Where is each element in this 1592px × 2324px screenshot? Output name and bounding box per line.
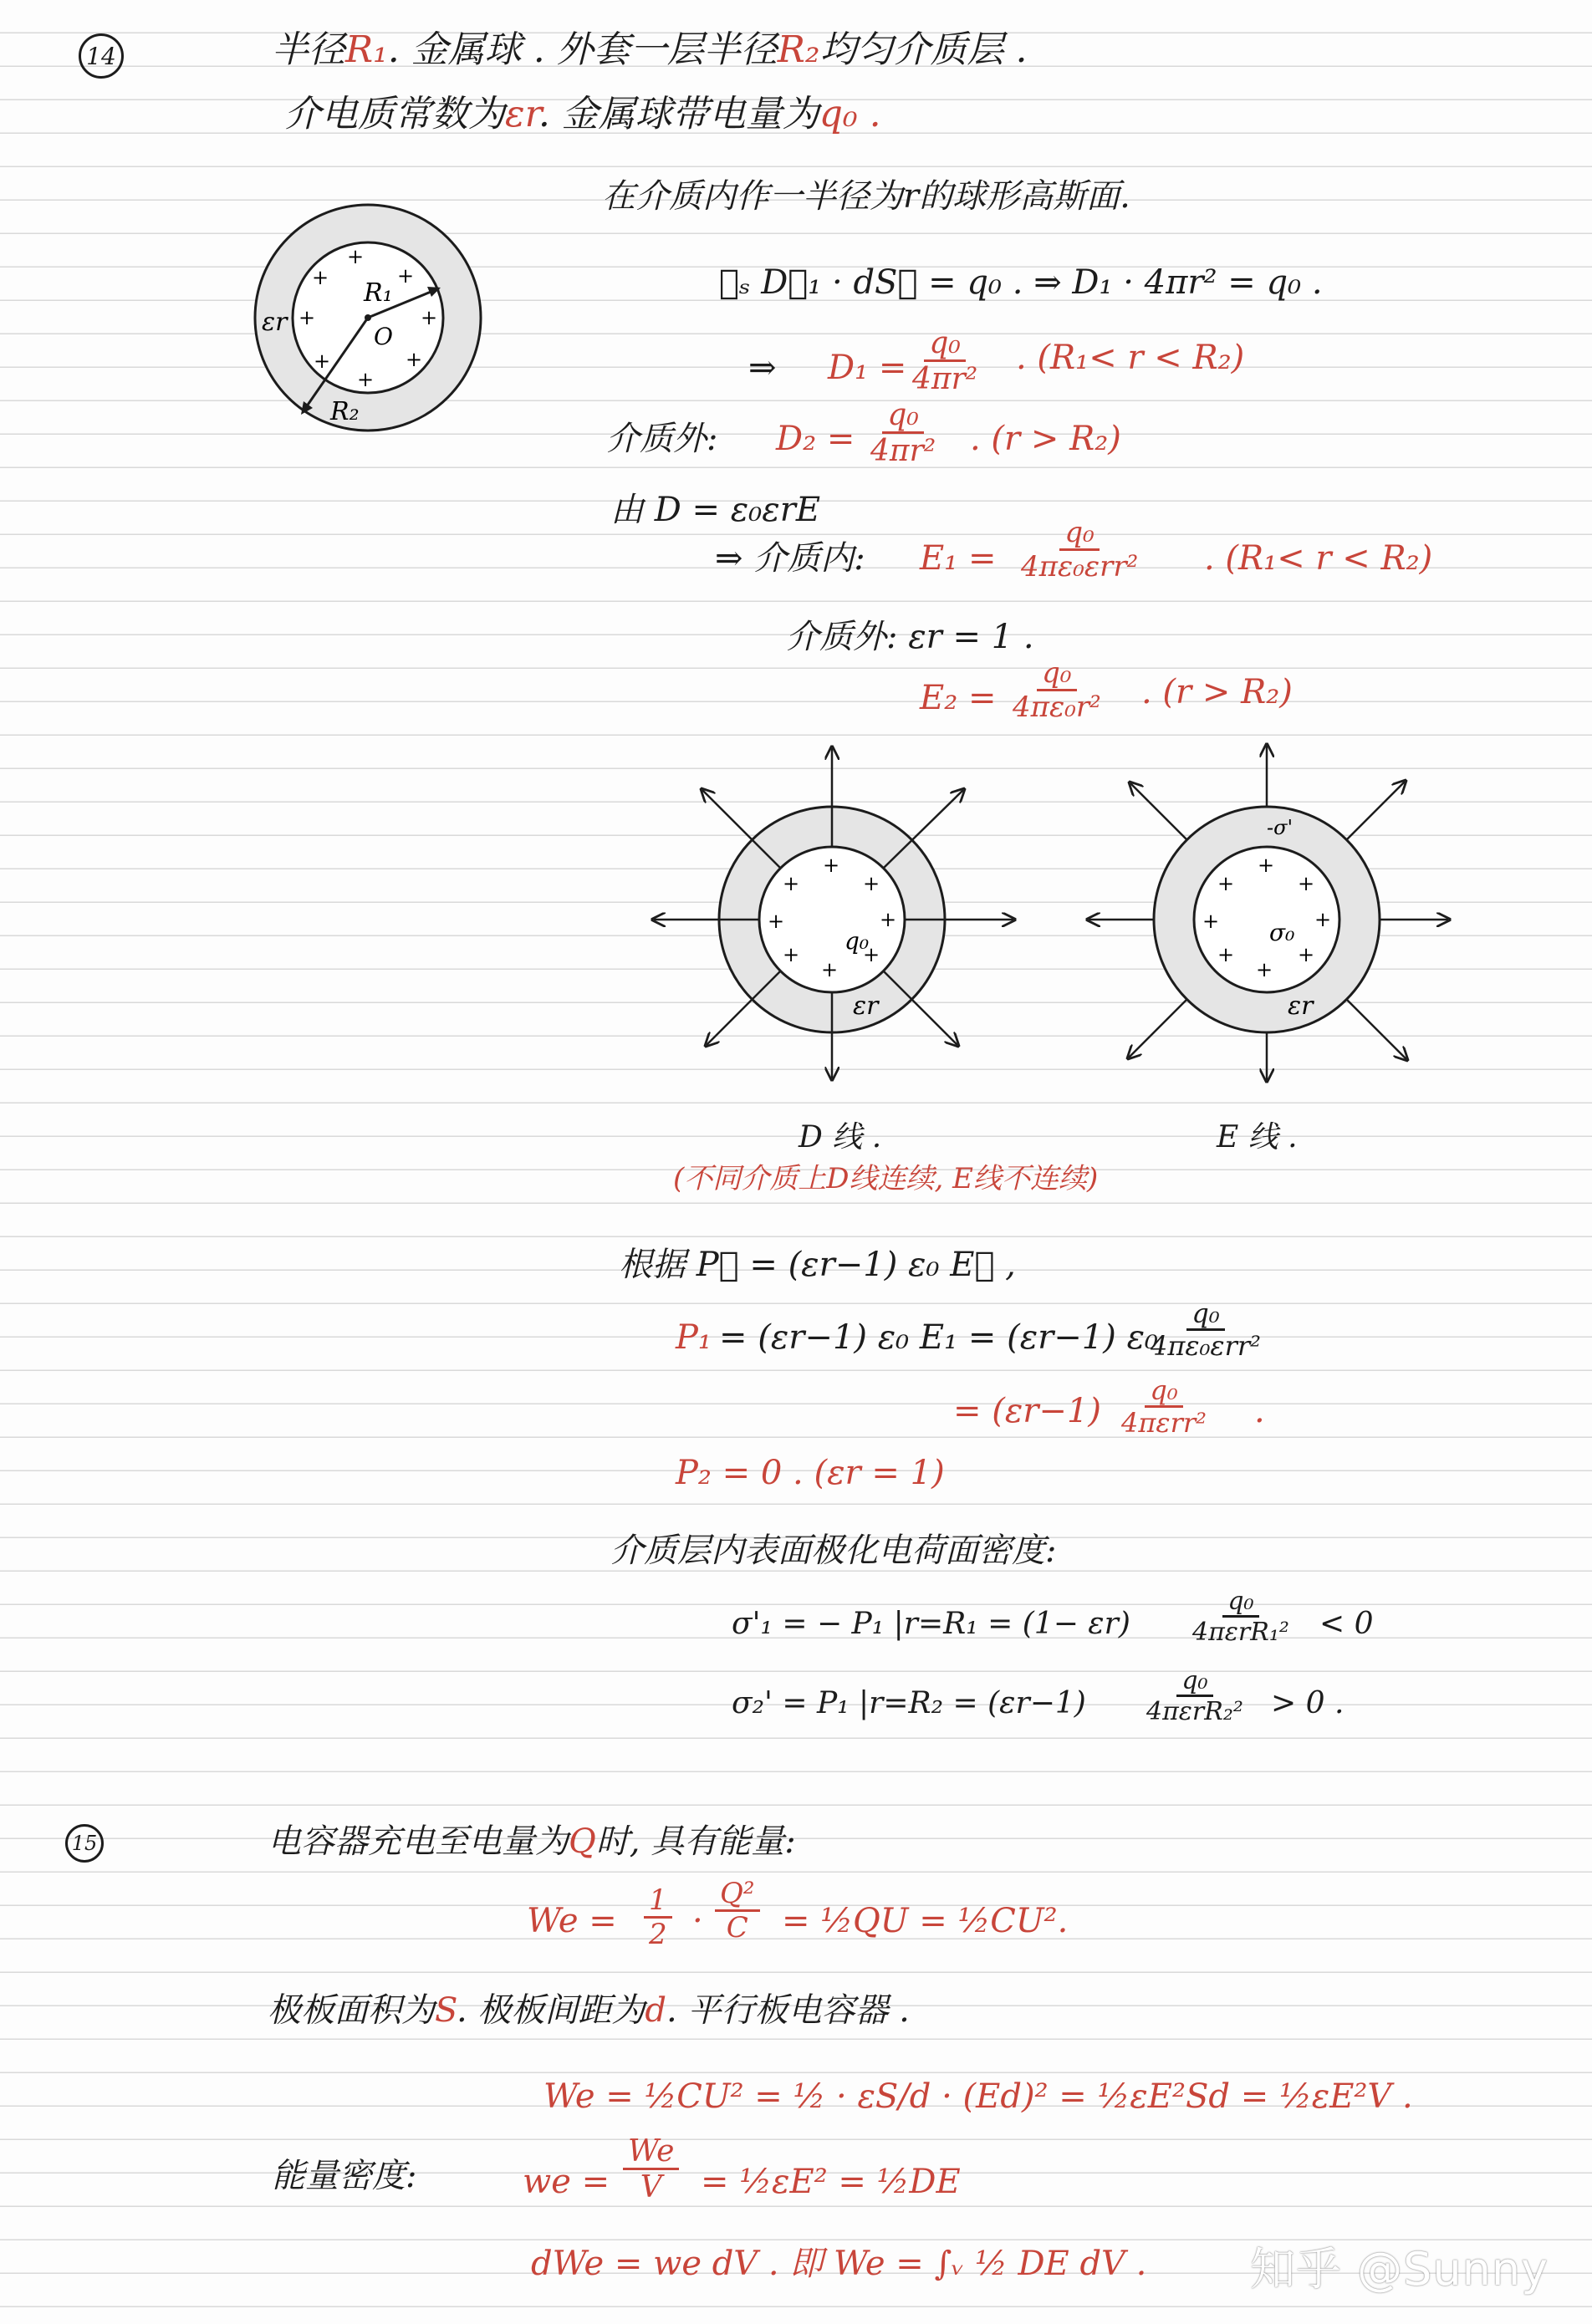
text-segment: . 平行板电容器 . (666, 1991, 910, 2030)
e2-label: 介质外: εr = 1 . (786, 618, 1034, 656)
we-half-denominator: 2 (649, 1917, 667, 1951)
q0-symbol: q₀ . (819, 93, 881, 135)
problem14-header-line2 (284, 93, 881, 135)
e1-condition: . (R₁< r < R₂) (1204, 539, 1433, 578)
d1-lhs: D₁ = (828, 349, 907, 387)
plus-charge: + (1202, 910, 1220, 933)
we-half-numerator: 1 (644, 1886, 672, 1919)
r2-symbol: R₂ (777, 28, 820, 71)
we-q2c-denominator: C (726, 1910, 748, 1944)
dwe-equation: dWe = we dV . 即 We = ∫ᵥ ½ DE dV . (531, 2245, 1147, 2283)
p1b-denominator: 4πεrr² (1121, 1406, 1207, 1439)
lines-note: (不同介质上D线连续, E线不连续) (673, 1162, 1099, 1195)
text-segment: . 金属球带电量为 (538, 93, 819, 135)
p1b-equation: = (εr−1) (953, 1392, 1101, 1430)
plus-charge: + (1258, 854, 1275, 877)
d-symbol: d (645, 1991, 667, 2030)
e1-label: ⇒ 介质内: (715, 539, 865, 578)
plus-charge: + (1217, 872, 1235, 895)
plus-charge: + (1298, 943, 1315, 966)
sigma1-fraction (1187, 1588, 1294, 1645)
sphere-label-r1: R₁ (364, 278, 393, 308)
p1b-fraction (1116, 1374, 1212, 1439)
text-segment: 时, 具有能量: (595, 1822, 796, 1861)
p1-numerator: q₀ (1186, 1300, 1224, 1331)
d1-fraction (907, 328, 982, 395)
sphere-diagram (247, 201, 498, 443)
e1-denominator: 4πε₀εrr² (1021, 549, 1139, 584)
de-relation: 由 D = ε₀εrE (610, 491, 821, 529)
p1b-period: . (1254, 1392, 1265, 1430)
d2-fraction (865, 400, 941, 467)
e-field-line (1129, 999, 1187, 1058)
problem14-header-line1 (272, 28, 1028, 71)
sphere-label-center: O (374, 323, 393, 350)
polarization-intro: 根据 P⃗ = (εr−1) ε₀ E⃗ , (619, 1246, 1016, 1284)
sigma2-comparison: > 0 . (1271, 1686, 1345, 1720)
text-segment: 极板面积为 (268, 1991, 435, 2030)
plus-charge: + (823, 854, 840, 877)
density-denominator: V (640, 2169, 662, 2204)
plus-charge: + (1256, 958, 1273, 981)
density-rest: = ½εE² = ½DE (701, 2163, 961, 2201)
text-segment: 半径 (272, 28, 345, 71)
plus-charge: + (863, 943, 880, 966)
density-numerator: We (623, 2136, 679, 2170)
we-plate-equation: We = ½CU² = ½ · εS/d · (Ed)² = ½εE²Sd = ½εE²V . (543, 2077, 1413, 2116)
p1-equation: = (εr−1) ε₀ E₁ = (εr−1) ε₀ (719, 1318, 1159, 1357)
d-lines-diagram (644, 736, 1020, 1087)
d-er-label: εr (853, 991, 879, 1021)
e-lines-caption: E 线 . (1217, 1120, 1298, 1154)
e2-condition: . (r > R₂) (1141, 673, 1293, 711)
plus-charge: + (397, 264, 415, 288)
sigma2-denominator: 4πεrR₂² (1146, 1696, 1243, 1726)
q-symbol: Q (569, 1822, 596, 1861)
we-fraction-q2c (715, 1879, 760, 1943)
d-charge-label: q₀ (844, 927, 870, 955)
gauss-intro: 在介质内作一半径为r的球形高斯面. (602, 177, 1130, 216)
d1-denominator: 4πr² (912, 361, 978, 396)
watermark: 知乎 @Sunny (1250, 2243, 1549, 2296)
density-fraction (623, 2136, 679, 2204)
sigma1-comparison: < 0 (1319, 1607, 1374, 1641)
sigma-intro: 介质层内表面极化电荷面密度: (610, 1531, 1057, 1570)
plus-charge: + (821, 958, 839, 981)
text-segment: . 极板间距为 (456, 1991, 645, 2030)
plate-description (268, 1991, 910, 2030)
density-lhs: we = (523, 2163, 610, 2201)
d-lines-caption: D 线 . (799, 1120, 882, 1154)
we-q2c-numerator: Q² (715, 1879, 760, 1912)
p2-equation: P₂ = 0 . (εr = 1) (676, 1454, 945, 1492)
plus-charge: + (768, 910, 785, 933)
sphere-label-r2: R₂ (330, 397, 360, 426)
plus-charge: + (1298, 872, 1315, 895)
d1-arrow: ⇒ (748, 349, 777, 387)
sigma2-numerator: q₀ (1176, 1668, 1212, 1697)
e1-numerator: q₀ (1059, 518, 1099, 551)
sphere-label-er: εr (262, 308, 288, 337)
d1-numerator: q₀ (924, 328, 965, 362)
plus-charge: + (783, 943, 800, 966)
sigma1-numerator: q₀ (1222, 1588, 1258, 1618)
d2-lhs: D₂ = (776, 420, 855, 458)
p1-symbol: P₁ (676, 1318, 712, 1357)
e2-fraction (1008, 656, 1106, 724)
plus-charge: + (880, 908, 897, 931)
p1-denominator: 4πε₀εrr² (1151, 1329, 1261, 1362)
plus-charge: + (421, 306, 438, 329)
we-fraction-half (644, 1883, 672, 1951)
e-er-label: εr (1288, 991, 1314, 1021)
e-sigma-negative-label: -σ' (1267, 816, 1294, 839)
plus-charge: + (863, 872, 880, 895)
e1-lhs: E₁ = (920, 539, 997, 578)
sigma2-fraction (1141, 1668, 1248, 1725)
p1-fraction (1146, 1297, 1266, 1362)
plus-charge: + (347, 245, 365, 268)
plus-charge: + (357, 368, 375, 391)
er-symbol: εr (505, 93, 538, 135)
problem-number-14: 14 (79, 33, 124, 79)
plus-charge: + (1314, 908, 1332, 931)
we-dot: · (692, 1902, 703, 1940)
text-segment: 电容器充电至电量为 (268, 1822, 569, 1861)
sigma1-equation: σ'₁ = − P₁ |r=R₁ = (1− εr) (732, 1607, 1130, 1641)
text-segment: . 金属球 . 外套一层半径 (387, 28, 778, 71)
e2-denominator: 4πε₀r² (1013, 690, 1101, 724)
d2-denominator: 4πr² (870, 433, 936, 468)
e-field-line (1346, 999, 1406, 1059)
d2-numerator: q₀ (882, 400, 923, 434)
sigma2-equation: σ₂' = P₁ |r=R₂ = (εr−1) (732, 1686, 1086, 1720)
d2-condition: . (r > R₂) (970, 420, 1121, 458)
d1-condition: . (R₁< r < R₂) (1016, 339, 1245, 377)
we-lhs: We = (527, 1902, 617, 1940)
problem15-intro (268, 1822, 796, 1861)
e2-lhs: E₂ = (920, 679, 997, 717)
text-segment: 均匀介质层 . (819, 28, 1028, 71)
e-field-line (1130, 783, 1187, 840)
s-symbol: S (435, 1991, 457, 2030)
e-field-line (1346, 782, 1405, 840)
plus-charge: + (406, 348, 423, 371)
e1-fraction (1016, 518, 1143, 582)
r1-symbol: R₁ (345, 28, 388, 71)
p1b-numerator: q₀ (1145, 1377, 1182, 1408)
plus-charge: + (314, 349, 331, 373)
e-sigma0-label: σ₀ (1269, 919, 1295, 946)
e-lines-diagram (1079, 736, 1455, 1087)
d2-label: 介质外: (606, 420, 718, 458)
text-segment: 介电质常数为 (284, 93, 505, 135)
plus-charge: + (312, 266, 329, 289)
problem-number-15: 15 (65, 1824, 104, 1863)
plus-charge: + (298, 306, 316, 329)
we-rest: = ½QU = ½CU². (782, 1902, 1069, 1940)
sigma1-denominator: 4πεrR₁² (1192, 1617, 1289, 1647)
plus-charge: + (1217, 943, 1235, 966)
plus-charge: + (783, 872, 800, 895)
e2-numerator: q₀ (1037, 659, 1076, 691)
gauss-equation: ∮ₛ D⃗₁ · dS⃗ = q₀ . ⇒ D₁ · 4πr² = q₀ . (719, 263, 1323, 302)
density-label: 能量密度: (272, 2157, 417, 2195)
